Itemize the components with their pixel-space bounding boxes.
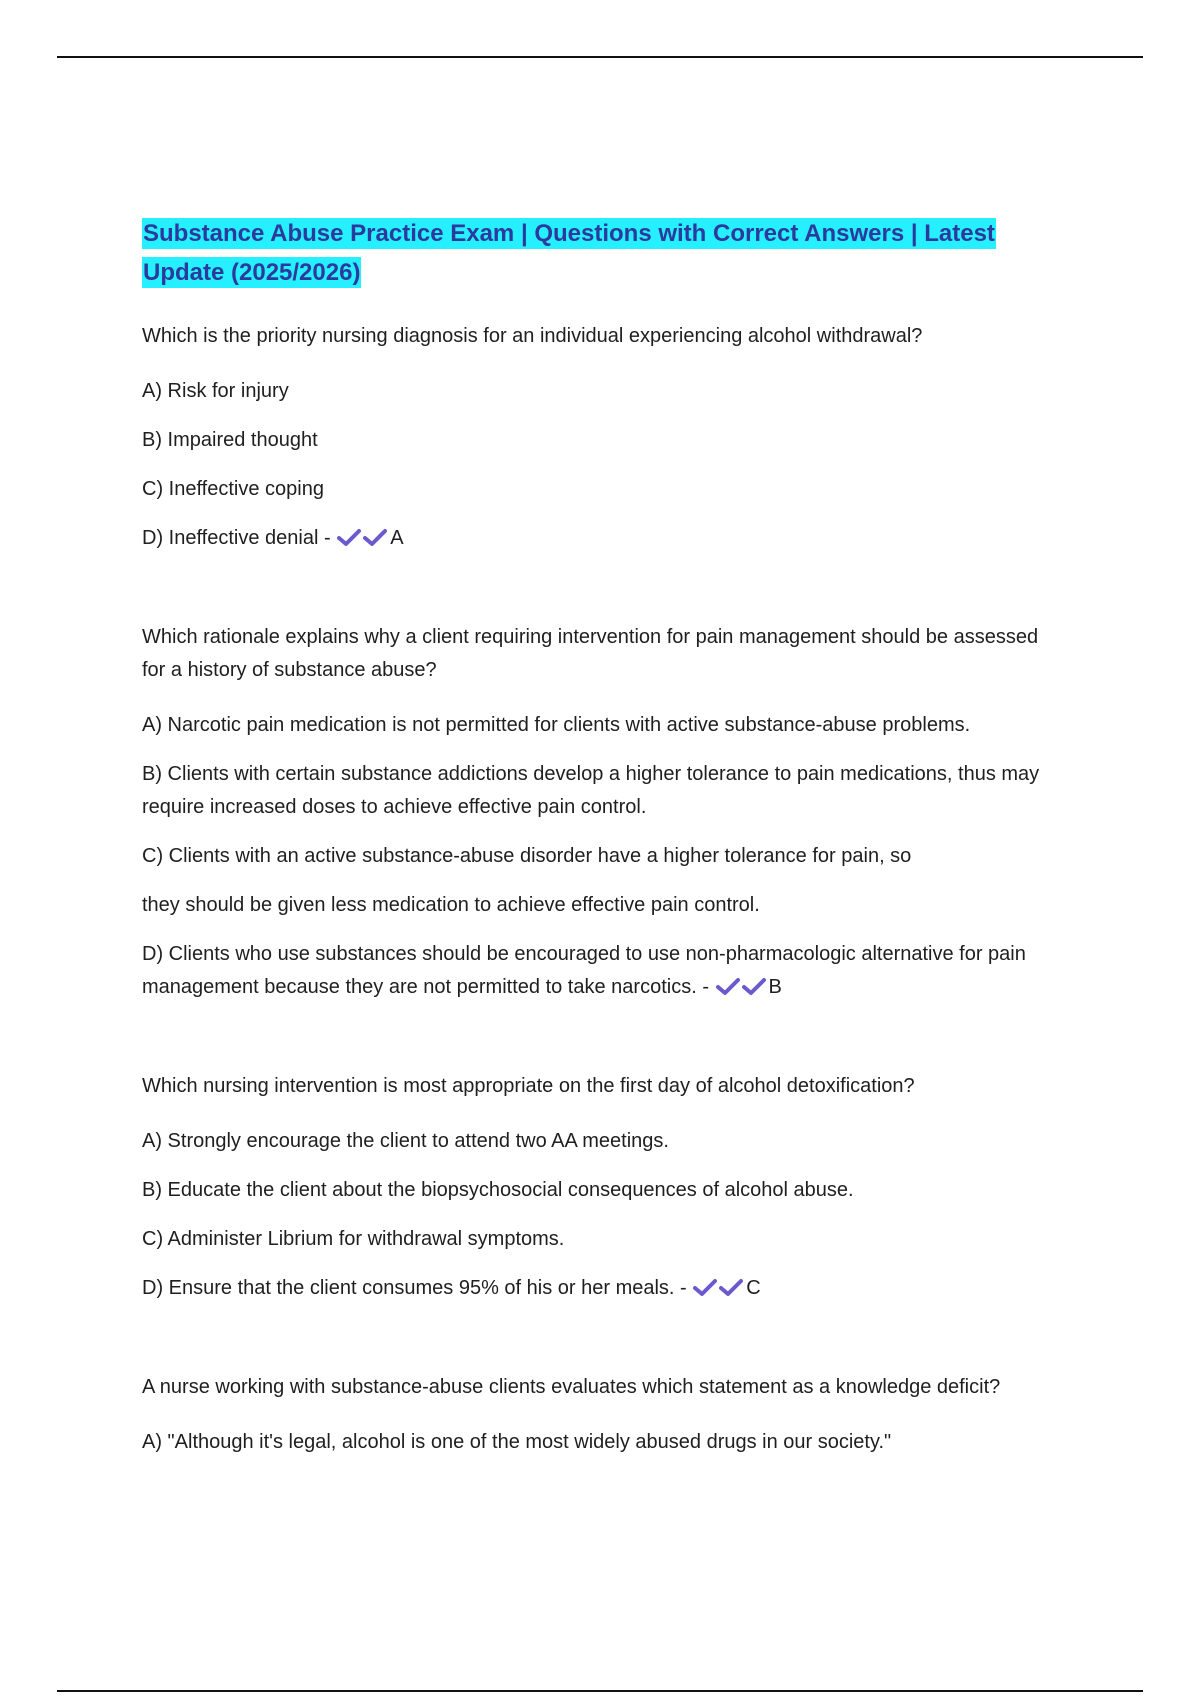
option-c: C) Clients with an active substance-abuse disorder have a higher tolerance for pain, so bbox=[142, 845, 912, 867]
question-1 bbox=[142, 320, 1062, 555]
question-4 bbox=[142, 1371, 1062, 1459]
option-d bbox=[142, 1272, 1062, 1305]
option-d-text: D) Clients who use substances should be encouraged to use non-pharmacologic alternative for pain management because they are not permitted to take narcotics. - bbox=[142, 943, 1026, 998]
option-b: B) Impaired thought bbox=[142, 429, 318, 451]
answer-letter: A bbox=[390, 527, 404, 549]
option-a: A) Risk for injury bbox=[142, 380, 289, 402]
question-text: A nurse working with substance-abuse clients evaluates which statement as a knowledge deficit? bbox=[142, 1376, 1001, 1398]
checkmark-icon bbox=[336, 526, 362, 548]
option-c-continued: they should be given less medication to achieve effective pain control. bbox=[142, 894, 760, 916]
option-d bbox=[142, 522, 1062, 555]
spacer bbox=[142, 571, 1062, 621]
option-b: B) Educate the client about the biopsychosocial consequences of alcohol abuse. bbox=[142, 1179, 854, 1201]
checkmark-icon bbox=[692, 1276, 718, 1298]
answer-letter: B bbox=[768, 976, 782, 998]
document-title bbox=[142, 214, 1002, 292]
checkmark-icon bbox=[715, 975, 741, 997]
option-d-text: D) Ensure that the client consumes 95% of his or her meals. - bbox=[142, 1277, 687, 1299]
option-c: C) Administer Librium for withdrawal symptoms. bbox=[142, 1228, 565, 1250]
checkmark-icon bbox=[718, 1276, 744, 1298]
option-b: B) Clients with certain substance addictions develop a higher tolerance to pain medications, thus may require increased doses to achieve effective pain control. bbox=[142, 763, 1040, 818]
checkmark-icon bbox=[362, 526, 388, 548]
option-c: C) Ineffective coping bbox=[142, 478, 324, 500]
question-3 bbox=[142, 1070, 1062, 1305]
answer-marker bbox=[715, 971, 782, 1004]
answer-marker bbox=[336, 522, 403, 555]
option-d-text: D) Ineffective denial - bbox=[142, 527, 331, 549]
question-text: Which rationale explains why a client requiring intervention for pain management should be assessed for a history of substance abuse? bbox=[142, 626, 1039, 681]
checkmark-icon bbox=[741, 975, 767, 997]
spacer bbox=[142, 1321, 1062, 1371]
answer-letter: C bbox=[746, 1277, 761, 1299]
option-a: A) Strongly encourage the client to attend two AA meetings. bbox=[142, 1130, 669, 1152]
question-text: Which is the priority nursing diagnosis for an individual experiencing alcohol withdrawal? bbox=[142, 325, 923, 347]
option-a: A) Narcotic pain medication is not permitted for clients with active substance-abuse problems. bbox=[142, 714, 971, 736]
answer-marker bbox=[692, 1272, 760, 1305]
title-highlight: Substance Abuse Practice Exam | Questions with Correct Answers | Latest Update (2025/2026) bbox=[143, 220, 995, 286]
question-text: Which nursing intervention is most appropriate on the first day of alcohol detoxification? bbox=[142, 1075, 915, 1097]
header-rule bbox=[57, 56, 1143, 58]
footer-rule bbox=[57, 1690, 1143, 1692]
spacer bbox=[142, 1020, 1062, 1070]
question-2 bbox=[142, 621, 1062, 1004]
option-a: A) "Although it's legal, alcohol is one of the most widely abused drugs in our society." bbox=[142, 1431, 892, 1453]
option-d bbox=[142, 938, 1062, 1004]
document-body bbox=[142, 214, 1062, 1475]
